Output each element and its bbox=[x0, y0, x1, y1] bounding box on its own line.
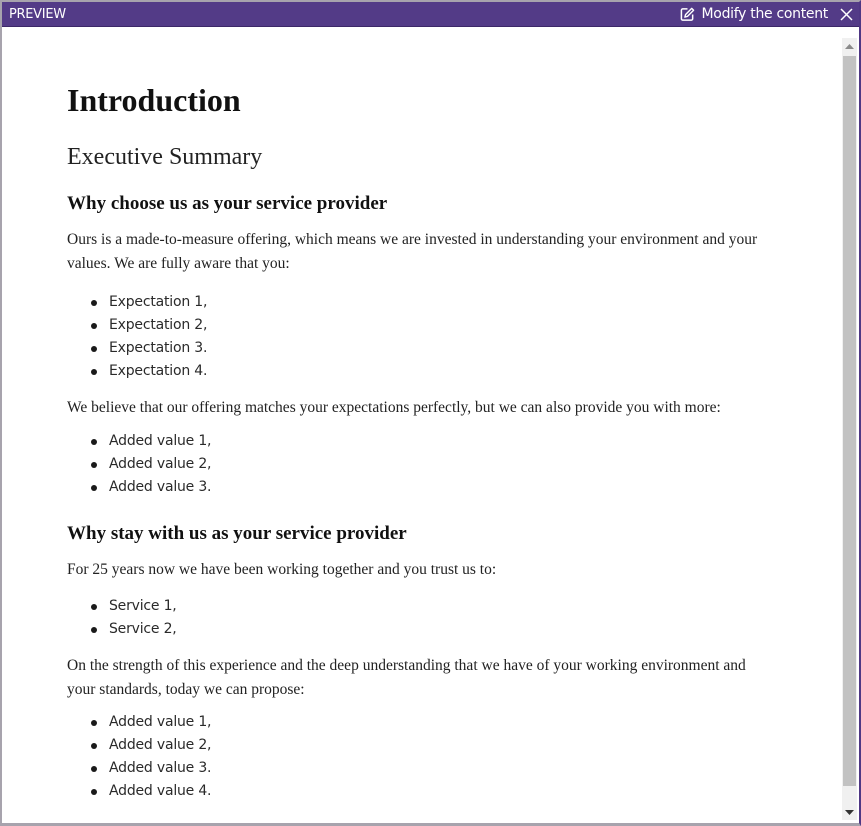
paragraph-more: We believe that our offering matches your expectations perfectly, but we can also provide you with more: bbox=[67, 399, 721, 416]
list-item: Added value 1, bbox=[90, 711, 801, 734]
paragraph-years: For 25 years now we have been working together and you trust us to: bbox=[67, 561, 497, 578]
modify-content-button[interactable] bbox=[680, 6, 828, 22]
paragraph-propose: On the strength of this experience and the deep understanding that we have of your working environment and your standards, today we can propose: bbox=[67, 657, 746, 698]
scrollbar-thumb[interactable] bbox=[843, 56, 856, 786]
list-item: Expectation 3. bbox=[90, 337, 801, 360]
title-bar bbox=[2, 2, 859, 27]
list-item: Added value 2, bbox=[90, 453, 801, 476]
expectations-list bbox=[67, 291, 801, 383]
close-icon bbox=[840, 8, 853, 21]
list-item: Expectation 1, bbox=[90, 291, 801, 314]
proposed-values-list bbox=[67, 711, 801, 803]
paragraph-intro: Ours is a made-to-measure offering, which means we are invested in understanding your environment and your values. We are fully aware that you: bbox=[67, 231, 758, 272]
arrow-up-icon bbox=[845, 44, 854, 49]
modify-content-label: Modify the content bbox=[701, 6, 828, 22]
scroll-down-button[interactable] bbox=[842, 804, 857, 820]
heading-why-choose: Why choose us as your service provider bbox=[67, 193, 388, 214]
window-title: PREVIEW bbox=[9, 6, 66, 22]
list-item: Added value 3. bbox=[90, 757, 801, 780]
close-button[interactable] bbox=[840, 8, 853, 21]
list-item: Added value 2, bbox=[90, 734, 801, 757]
list-item: Added value 4. bbox=[90, 780, 801, 803]
services-list bbox=[67, 595, 801, 641]
title-actions bbox=[680, 6, 859, 22]
list-item: Added value 1, bbox=[90, 430, 801, 453]
list-item: Service 2, bbox=[90, 618, 801, 641]
arrow-down-icon bbox=[845, 810, 854, 815]
list-item: Added value 3. bbox=[90, 476, 801, 499]
list-item: Expectation 4. bbox=[90, 360, 801, 383]
heading-executive-summary: Executive Summary bbox=[67, 144, 263, 170]
added-values-list bbox=[67, 430, 801, 499]
vertical-scrollbar[interactable] bbox=[842, 38, 857, 820]
list-item: Service 1, bbox=[90, 595, 801, 618]
edit-icon bbox=[680, 7, 695, 22]
heading-why-stay: Why stay with us as your service provider bbox=[67, 523, 407, 544]
preview-content bbox=[2, 28, 841, 823]
scroll-up-button[interactable] bbox=[842, 38, 857, 54]
heading-introduction: Introduction bbox=[67, 82, 241, 118]
list-item: Expectation 2, bbox=[90, 314, 801, 337]
